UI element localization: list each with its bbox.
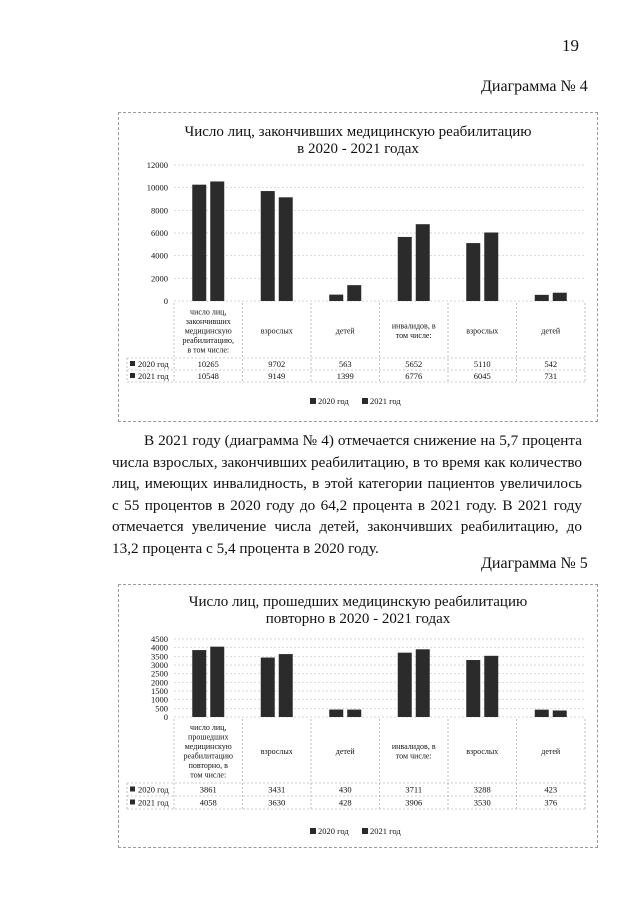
d4-y-tick-label: 0 [163,296,168,306]
d4-data-label: 542 [544,359,558,369]
d5-data-label: 376 [544,797,558,808]
d5-data-label: 430 [338,784,352,795]
d4-row-header: 2021 год [138,371,169,381]
chart-diagram-5 [118,584,598,848]
d5-legend-2020: 2020 год [318,826,349,836]
d5-category-label: число лиц, прошедших медицинскую реабилитацию повторно, в том числе: [183,723,234,780]
d4-row-marker [130,373,135,378]
d5-bar-2021 [484,656,498,717]
d5-data-label: 3711 [405,784,423,795]
d4-bar-2020 [329,295,343,301]
d4-data-label: 9702 [268,359,286,369]
d5-data-label: 428 [338,797,352,808]
d4-y-tick-label: 8000 [151,205,168,216]
d5-legend-marker-2021 [362,828,368,834]
d5-y-tick-label: 1000 [151,694,168,705]
d5-data-label: 3906 [405,797,423,808]
d4-title-line2: в 2020 - 2021 годах [297,141,419,157]
d4-bar-2020 [261,191,275,301]
chart-4-svg [119,113,597,421]
d4-data-label: 6045 [473,371,491,381]
d5-bar-2020 [535,710,549,717]
d4-bar-2021 [279,197,293,301]
d5-bar-2020 [329,710,343,717]
d4-bar-2021 [347,285,361,301]
d4-title-line1: Число лиц, закончивших медицинскую реабилитацию [184,124,532,140]
d4-y-tick-label: 2000 [151,273,168,284]
d4-category-label: число лиц, закончивших медицинскую реабилитацию, в том числе: [182,307,235,355]
d5-data-label: 423 [544,784,558,795]
d4-category-label: детей [541,326,561,336]
d4-data-label: 10548 [197,371,219,381]
d4-bar-2021 [553,293,567,301]
d4-data-label: 1399 [336,371,354,381]
d5-data-label: 3861 [199,784,217,795]
d4-category-label: инвалидов, в том числе: [391,321,436,340]
d4-legend-2021: 2021 год [370,396,401,406]
d5-bar-2020 [192,650,206,717]
d4-bar-2020 [535,295,549,301]
d4-data-label: 6776 [405,371,423,381]
d5-bar-2021 [210,647,224,717]
d4-category-label: детей [335,326,355,336]
page-number: 19 [562,36,579,55]
d5-category-label: взрослых [260,746,293,756]
d4-y-tick-label: 12000 [146,160,168,170]
d5-category-label: детей [335,746,355,756]
d5-legend-2021: 2021 год [370,826,401,836]
d5-data-label: 4058 [199,797,217,808]
d4-bar-2020 [398,237,412,301]
d4-data-label: 563 [338,359,352,369]
d5-y-tick-label: 0 [163,712,168,722]
d5-data-label: 3530 [473,797,491,808]
chart-diagram-4 [118,112,598,422]
d5-bar-2020 [466,660,480,717]
d5-y-tick-label: 3500 [151,651,168,662]
d5-y-tick-label: 2500 [151,668,168,679]
d5-data-label: 3630 [268,797,286,808]
d5-bar-2021 [553,710,567,717]
d5-row-marker [130,800,135,805]
d4-bar-2021 [416,224,430,301]
d4-legend-marker-2020 [310,398,316,404]
d4-category-label: взрослых [260,326,293,336]
d5-category-label: детей [541,746,561,756]
d4-bar-2021 [484,232,498,301]
d4-data-label: 5652 [405,359,423,369]
d5-data-label: 3431 [268,784,286,795]
d5-title-line1: Число лиц, прошедших медицинскую реабилитацию [188,594,528,610]
d5-bar-2020 [261,658,275,717]
body-paragraph: В 2021 году (диаграмма № 4) отмечается снижение на 5,7 процента числа взрослых, закончивших реабилитацию, в то время как количество лиц, имеющих инвалидность, в этой категории пациентов увеличилось с 55 процентов в 2020 году до 64,2 процента в 2021 году. В 2021 году отмечается увеличение числа детей, закончивших реабилитацию, до 13,2 процента с 5,4 процента в 2020 году. [112,432,582,557]
d4-row-marker [130,361,135,366]
d5-bar-2021 [347,710,361,717]
d5-y-tick-label: 1500 [151,686,168,696]
d4-data-label: 731 [544,371,558,381]
diagram-5-label: Диаграмма № 5 [481,555,588,572]
d4-legend-2020: 2020 год [318,396,349,406]
d4-y-tick-label: 10000 [146,182,168,193]
d4-data-label: 10265 [197,359,219,369]
chart-5-svg [119,585,597,847]
d5-row-header: 2021 год [138,797,169,808]
d4-bar-2021 [210,181,224,301]
d5-bar-2020 [398,653,412,717]
d5-legend-marker-2020 [310,828,316,834]
d5-row-marker [130,787,135,792]
d5-data-label: 3288 [473,784,491,795]
d4-data-label: 5110 [473,359,491,369]
d5-y-tick-label: 2000 [151,677,168,688]
d5-y-tick-label: 3000 [151,660,168,670]
d5-row-header: 2020 год [138,784,169,795]
d5-bar-2021 [416,649,430,717]
d5-category-label: инвалидов, в том числе: [391,742,436,761]
d5-y-tick-label: 4500 [151,634,168,644]
d4-y-tick-label: 4000 [151,250,168,261]
d4-row-header: 2020 год [138,359,169,369]
d5-y-tick-label: 500 [155,703,168,714]
d4-bar-2020 [466,243,480,301]
d5-bar-2021 [279,654,293,717]
d5-title-line2: повторно в 2020 - 2021 годах [265,611,451,627]
d4-category-label: взрослых [466,326,499,336]
d4-data-label: 9149 [268,371,286,381]
d5-y-tick-label: 4000 [151,642,168,653]
d4-bar-2020 [192,185,206,301]
d5-category-label: взрослых [466,746,499,756]
d4-y-tick-label: 6000 [151,228,168,238]
d4-legend-marker-2021 [362,398,368,404]
diagram-4-label: Диаграмма № 4 [481,78,588,95]
